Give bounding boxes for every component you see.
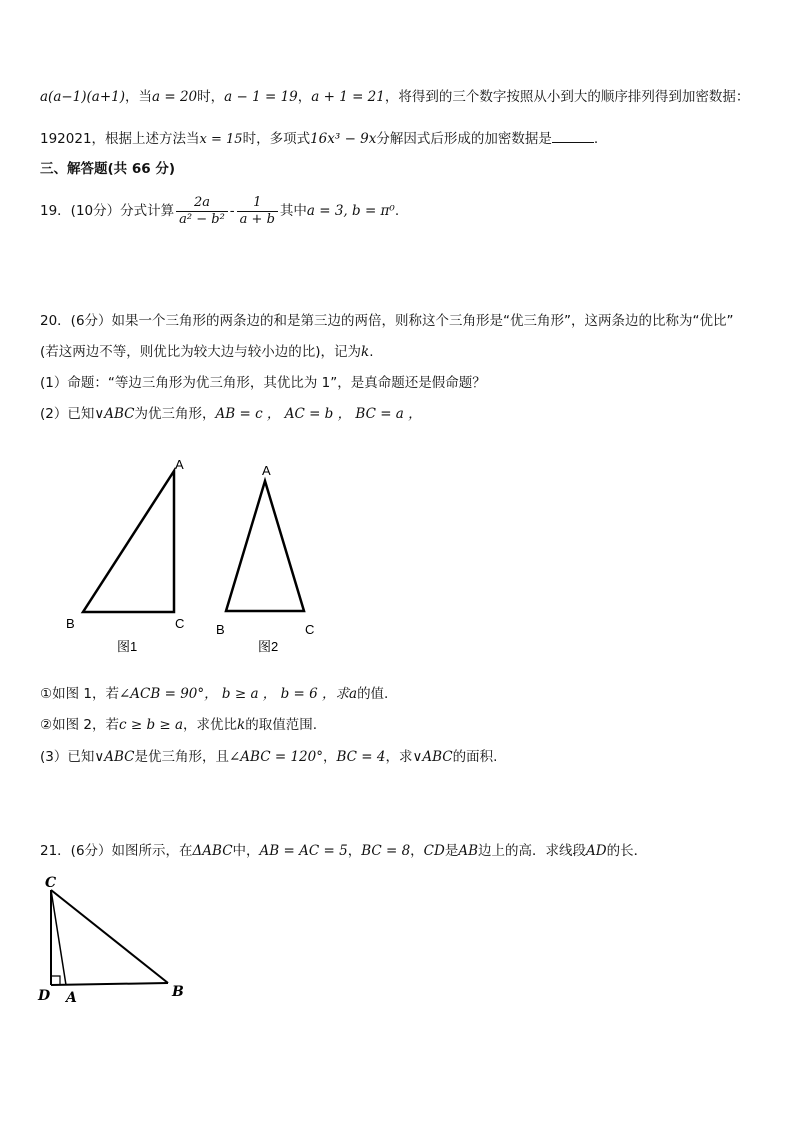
q19-fraction-2: $\frac{1}{a + b}$ (237, 195, 278, 228)
vertex-label-B: B (216, 622, 225, 637)
right-triangle (83, 471, 174, 612)
point-label-B: B (172, 984, 184, 1000)
isosceles-triangle (226, 481, 304, 611)
figure-2 (216, 463, 314, 654)
figure-2-caption: 图2 (258, 639, 279, 654)
q20-sub2: ②如图 2，若c ≥ b ≥ a，求优比k的取值范围. (40, 717, 318, 733)
q21-figure (0, 865, 220, 1015)
q18-line2: 192021，根据上述方法当x = 15时，多项式16x³ − 9x分解因式后形成的加密数据是 . (40, 131, 599, 147)
q20-part2: (2）已知∨ABC为优三角形，AB = c ， AC = b ， BC = a ， (40, 406, 422, 422)
point-label-A: A (66, 990, 77, 1006)
q18-line1: a(a−1)(a+1)，当a = 20时，a − 1 = 19，a + 1 = 21，将得到的三个数字按照从小到大的顺序排列得到加密数据： (40, 89, 750, 105)
side-CA (51, 890, 66, 985)
q20-line1: 20．(6分）如果一个三角形的两条边的和是第三边的两倍，则称这个三角形是“优三角形”，这两条边的比称为“优比” (40, 313, 734, 329)
vertex-label-A: A (175, 457, 184, 472)
vertex-label-B: B (66, 616, 75, 631)
section-title: 三、解答题(共 66 分) (40, 161, 176, 177)
segment-DB (51, 983, 168, 985)
vertex-label-C: C (305, 622, 315, 637)
q18-expr: a(a−1)(a+1) (40, 89, 126, 105)
vertex-label-C: C (175, 616, 185, 631)
q21: 21．(6分）如图所示，在ΔABC中，AB = AC = 5，BC = 8，CD是AB边上的高．求线段AD的长． (40, 843, 648, 859)
answer-blank[interactable] (552, 130, 594, 143)
q20-part1: (1）命题：“等边三角形为优三角形，其优比为 1”，是真命题还是假命题？ (40, 375, 486, 391)
q19-fraction-1: $\frac{2a}{\text{a² − b²}}$ (176, 195, 228, 228)
vertex-label-A: A (262, 463, 271, 478)
q20-part3: (3）已知∨ABC是优三角形，且∠ABC = 120°，BC = 4，求∨ABC的面积. (40, 749, 498, 765)
q19: 19．(10分）分式计算 $\frac{2a}{\text{a² − b²}}$ - $\frac{1}{a + b}$ 其中 a = 3, b = π⁰ . (40, 194, 400, 227)
right-angle-mark (51, 976, 60, 985)
q20-figures (0, 445, 360, 665)
side-CB (51, 890, 168, 983)
q20-sub1: ①如图 1，若∠ACB = 90°， b ≥ a ， b = 6 ，求a的值. (40, 686, 389, 702)
figure-1-caption: 图1 (117, 639, 138, 654)
figure-1 (66, 457, 184, 654)
q20-line2: (若这两边不等，则优比为较大边与较小边的比)，记为k. (40, 344, 374, 360)
point-label-C: C (45, 875, 57, 891)
point-label-D: D (38, 988, 51, 1004)
